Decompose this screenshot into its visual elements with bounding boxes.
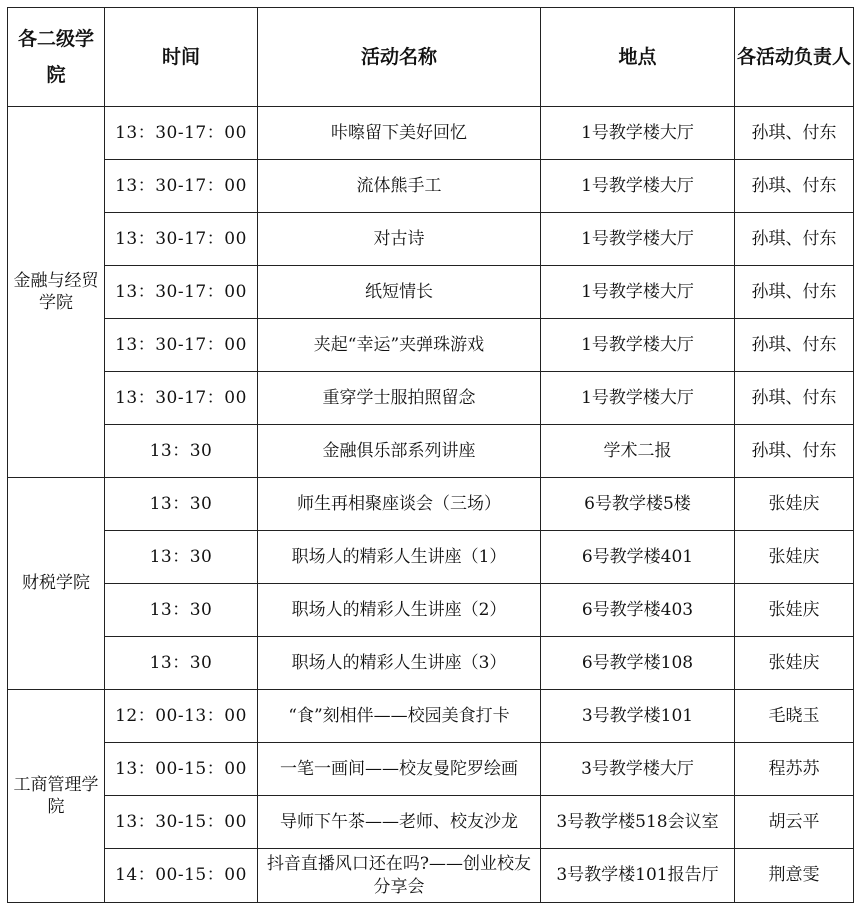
time-cell: 13：30-17：00 xyxy=(105,266,258,319)
activity-cell: “食”刻相伴——校园美食打卡 xyxy=(258,690,541,743)
time-cell: 13：30-17：00 xyxy=(105,107,258,160)
location-cell: 6号教学楼403 xyxy=(541,584,735,637)
table-body xyxy=(8,8,854,903)
location-cell: 1号教学楼大厅 xyxy=(541,160,735,213)
table-row xyxy=(8,372,854,425)
activity-cell: 一笔一画间——校友曼陀罗绘画 xyxy=(258,743,541,796)
table-row xyxy=(8,796,854,849)
activity-cell: 导师下午茶——老师、校友沙龙 xyxy=(258,796,541,849)
table-row xyxy=(8,849,854,903)
owner-cell: 张娃庆 xyxy=(735,531,854,584)
location-cell: 3号教学楼101报告厅 xyxy=(541,849,735,903)
owner-cell: 胡云平 xyxy=(735,796,854,849)
location-cell: 1号教学楼大厅 xyxy=(541,319,735,372)
owner-cell: 孙琪、付东 xyxy=(735,160,854,213)
header-activity: 活动名称 xyxy=(258,8,541,107)
table-row xyxy=(8,584,854,637)
header-college: 各二级学院 xyxy=(8,8,105,107)
activity-cell: 师生再相聚座谈会（三场） xyxy=(258,478,541,531)
table-row xyxy=(8,743,854,796)
time-cell: 12：00-13：00 xyxy=(105,690,258,743)
activity-schedule-table xyxy=(7,7,854,903)
owner-cell: 荆意雯 xyxy=(735,849,854,903)
table-row xyxy=(8,637,854,690)
table-row xyxy=(8,425,854,478)
owner-cell: 程苏苏 xyxy=(735,743,854,796)
time-cell: 13：30-17：00 xyxy=(105,160,258,213)
location-cell: 学术二报 xyxy=(541,425,735,478)
time-cell: 13：30 xyxy=(105,637,258,690)
activity-cell: 夹起“幸运”夹弹珠游戏 xyxy=(258,319,541,372)
table-row xyxy=(8,690,854,743)
activity-cell: 流体熊手工 xyxy=(258,160,541,213)
owner-cell: 张娃庆 xyxy=(735,478,854,531)
activity-cell: 抖音直播风口还在吗?——创业校友分享会 xyxy=(258,849,541,903)
location-cell: 1号教学楼大厅 xyxy=(541,107,735,160)
table-row xyxy=(8,266,854,319)
table-row xyxy=(8,213,854,266)
owner-cell: 孙琪、付东 xyxy=(735,266,854,319)
table-row xyxy=(8,107,854,160)
location-cell: 3号教学楼大厅 xyxy=(541,743,735,796)
time-cell: 13：30 xyxy=(105,425,258,478)
time-cell: 13：30-17：00 xyxy=(105,372,258,425)
location-cell: 6号教学楼5楼 xyxy=(541,478,735,531)
owner-cell: 孙琪、付东 xyxy=(735,425,854,478)
table-row xyxy=(8,478,854,531)
header-location: 地点 xyxy=(541,8,735,107)
header-time: 时间 xyxy=(105,8,258,107)
table-row xyxy=(8,160,854,213)
time-cell: 13：30-17：00 xyxy=(105,319,258,372)
owner-cell: 孙琪、付东 xyxy=(735,372,854,425)
location-cell: 3号教学楼518会议室 xyxy=(541,796,735,849)
activity-cell: 职场人的精彩人生讲座（1） xyxy=(258,531,541,584)
time-cell: 13：30 xyxy=(105,584,258,637)
time-cell: 14：00-15：00 xyxy=(105,849,258,903)
table-header-row xyxy=(8,8,854,107)
college-name: 财税学院 xyxy=(8,478,105,690)
college-name: 金融与经贸学院 xyxy=(8,107,105,478)
location-cell: 1号教学楼大厅 xyxy=(541,213,735,266)
location-cell: 3号教学楼101 xyxy=(541,690,735,743)
time-cell: 13：30-15：00 xyxy=(105,796,258,849)
time-cell: 13：30 xyxy=(105,531,258,584)
time-cell: 13：30-17：00 xyxy=(105,213,258,266)
owner-cell: 孙琪、付东 xyxy=(735,319,854,372)
activity-cell: 重穿学士服拍照留念 xyxy=(258,372,541,425)
table-row xyxy=(8,531,854,584)
location-cell: 1号教学楼大厅 xyxy=(541,266,735,319)
activity-cell: 对古诗 xyxy=(258,213,541,266)
location-cell: 6号教学楼108 xyxy=(541,637,735,690)
owner-cell: 张娃庆 xyxy=(735,637,854,690)
activity-cell: 纸短情长 xyxy=(258,266,541,319)
owner-cell: 毛晓玉 xyxy=(735,690,854,743)
location-cell: 6号教学楼401 xyxy=(541,531,735,584)
activity-cell: 咔嚓留下美好回忆 xyxy=(258,107,541,160)
header-owner: 各活动负责人 xyxy=(735,8,854,107)
time-cell: 13：30 xyxy=(105,478,258,531)
owner-cell: 张娃庆 xyxy=(735,584,854,637)
activity-cell: 金融俱乐部系列讲座 xyxy=(258,425,541,478)
table-row xyxy=(8,319,854,372)
time-cell: 13：00-15：00 xyxy=(105,743,258,796)
college-name: 工商管理学院 xyxy=(8,690,105,903)
activity-cell: 职场人的精彩人生讲座（3） xyxy=(258,637,541,690)
owner-cell: 孙琪、付东 xyxy=(735,213,854,266)
location-cell: 1号教学楼大厅 xyxy=(541,372,735,425)
activity-cell: 职场人的精彩人生讲座（2） xyxy=(258,584,541,637)
owner-cell: 孙琪、付东 xyxy=(735,107,854,160)
